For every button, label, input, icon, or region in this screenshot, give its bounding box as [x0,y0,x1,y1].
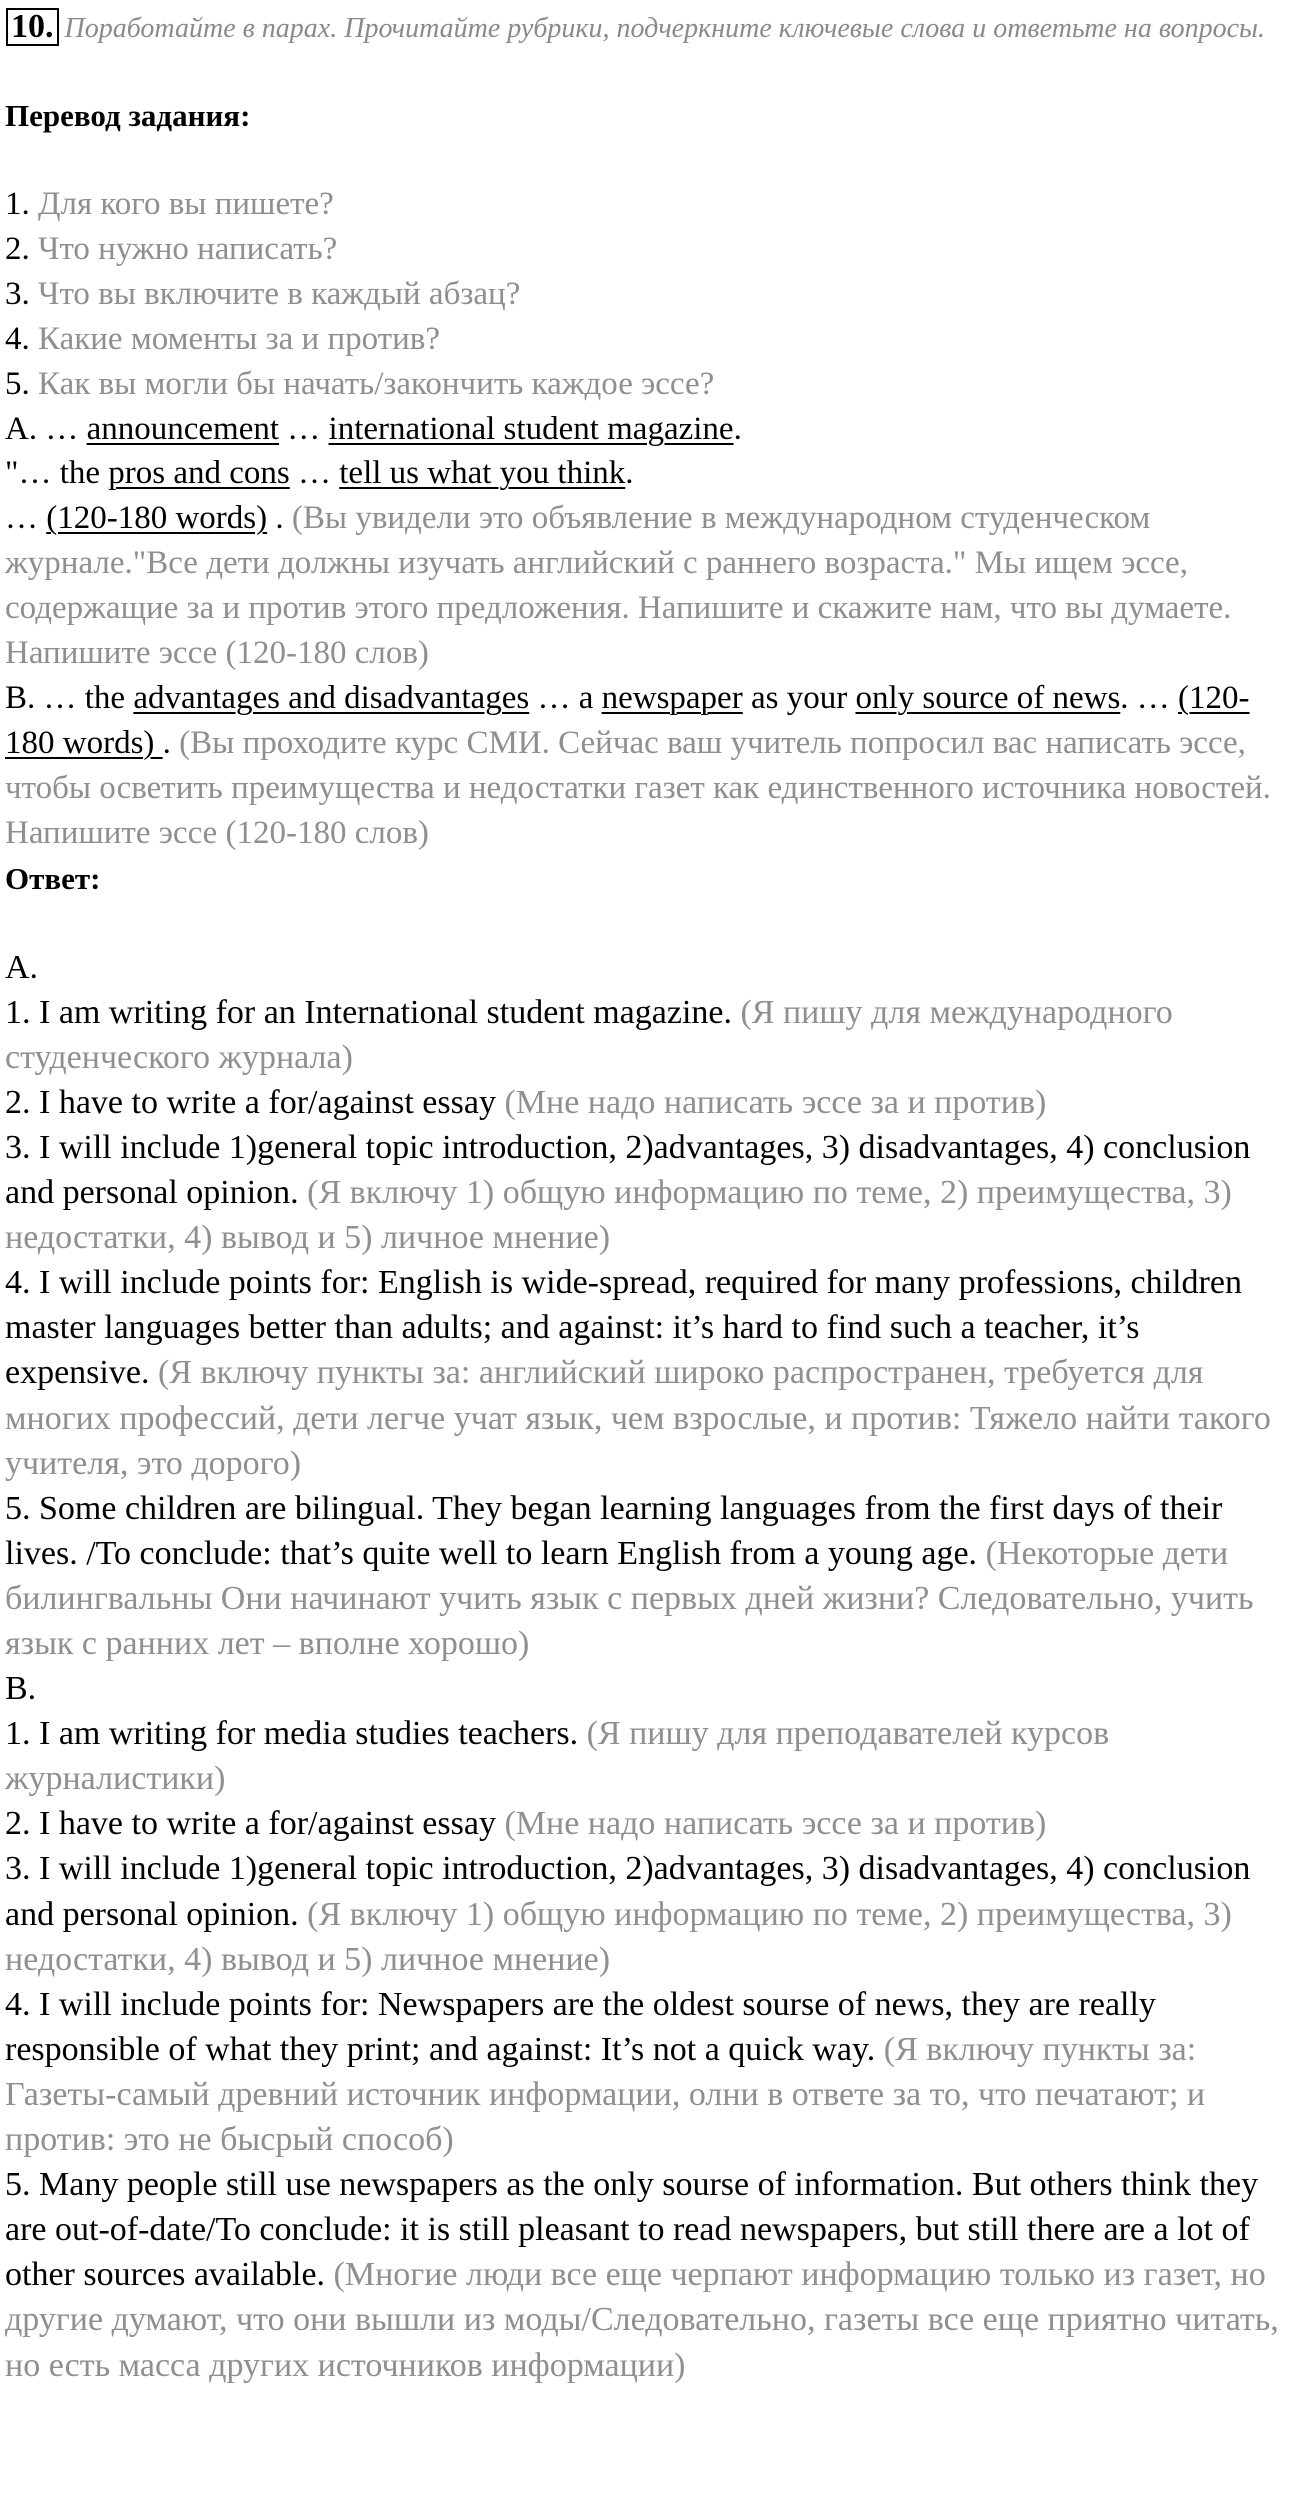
rubric-a [5,407,1291,676]
answer-item [5,2162,1291,2387]
answer-part-b [5,1666,1291,2388]
answer-english: 1. I am writing for media studies teachers. [5,1715,587,1753]
answer-item [5,1125,1291,1260]
answer-item [5,1801,1291,1846]
answer-item [5,990,1291,1080]
answer-heading: Ответ: [5,860,101,896]
answer-item [5,1846,1291,1981]
answer-russian: (Я включу 1) общую информацию по теме, 2) преимущества, 3) недостатки, 4) вывод и 5) личное мнение) [5,1895,1232,1978]
translation-heading: Перевод задания: [5,98,251,133]
answer-english: 2. I have to write a for/against essay [5,1083,505,1121]
answer-english: 1. I am writing for an International student magazine. [5,993,741,1031]
document-page [5,8,1291,2388]
spacer [5,138,1291,182]
keyword: (120-180 words) [46,500,268,537]
task-header [5,8,1291,47]
part-label: A. [5,948,39,986]
answer-english: 3. I will include 1)general topic introduction, 2)advantages, 3) disadvantages, 4) conclusion and personal opinion. [5,1850,1251,1933]
rubric-b-text: B. … the advantages and disadvantages … a newspaper as your only source of news. … (120-180 words) . (Вы проходите курс СМИ. Сейчас ваш учитель попросил вас написать эссе, чтобы осветить преимущества и недостатки газет как единственного источника новостей. [5,679,1271,806]
answer-russian: (Некоторые дети билингвальны Они начинают учить язык с первых дней жизни? Следовательно, учить язык с ранних лет – вполне хорошо) [5,1534,1254,1662]
keyword: (120-180 words) [5,679,1250,761]
answer-english: 4. I will include points for: English is wide-spread, required for many professions, children master languages better than adults; and against: it’s hard to find such a teacher, it’s expensive. [5,1264,1242,1392]
question-text: Какие моменты за и против? [38,320,440,357]
question-item: 3. Что вы включите в каждый абзац? [5,275,521,312]
keyword: advantages and disadvantages [133,679,530,716]
question-text: Для кого вы пишете? [38,186,334,222]
question-item: 1. Для кого вы пишете? [5,186,334,222]
answer-list-a [5,990,1291,1666]
answer-item [5,1080,1291,1125]
answer-russian: (Я пишу для международного студенческого журнала) [5,993,1173,1076]
rubric-a-line-3: … (120-180 words) . (Вы увидели это объявление в международном студенческом журнале."Все дети должны изучать английский с раннего возраста." Мы ищем эссе, содержащие за и против этого предложения. Напишите и скажите нам, что вы думаете. Напишите эссе (120-180 слов) [5,500,1232,672]
answer-english: 4. I will include points for: Newspapers are the oldest sourse of news, they are really responsible of what they print; and against: It’s not a quick way. [5,1985,1156,2068]
answer-part-a [5,945,1291,1667]
answer-english: 3. I will include 1)general topic introduction, 2)advantages, 3) disadvantages, 4) conclusion and personal opinion. [5,1128,1251,1212]
answer-english: 2. I have to write a for/against essay [5,1805,505,1843]
answer-list-b [5,1711,1291,2387]
rubric-a-translation: (Вы увидели это объявление в международном студенческом журнале."Все дети должны изучать английский с раннего возраста." Мы ищем эссе, содержащие за и против этого предложения. Напишите и скажите нам, что вы думаете. Напишите эссе (120-180 слов) [5,500,1232,672]
task-instruction: Поработайте в парах. Прочитайте рубрики, подчеркните ключевые слова и ответьте на вопросы. [64,13,1265,44]
rubric-a-line-1: A. … announcement … international student magazine. [5,410,742,447]
question-item: 4. Какие моменты за и против? [5,320,440,357]
rubric-b [5,676,1291,856]
question-text: Как вы могли бы начать/закончить каждое эссе? [38,365,715,402]
answer-english: 5. Some children are bilingual. They began learning languages from the first days of their lives. /To conclude: that’s quite well to learn English from a young age. [5,1489,1223,1572]
keyword: newspaper [601,679,743,716]
question-text: Что нужно написать? [38,230,338,267]
keyword: announcement [86,410,280,447]
answer-russian: (Многие люди все еще черпают информацию только из газет, но другие думают, что они вышли из моды/Следовательно, газеты все еще приятно читать, но есть масса других источников информации) [5,2256,1279,2384]
rubric-a-line-2: "… the pros and cons … tell us what you think. [5,455,634,492]
rubric-b-translation: (Вы проходите курс СМИ. Сейчас ваш учитель попросил вас написать эссе, чтобы осветить преимущества и недостатки газет как единственного источника новостей. [5,724,1271,806]
keyword: international student magazine [328,410,734,447]
task-number-box: 10. [6,8,59,46]
questions-list [5,182,1291,407]
keyword: pros and cons [108,455,290,492]
rubric-b-translation-end: Напишите эссе (120-180 слов) [5,814,429,851]
keyword: tell us what you think [339,455,626,492]
answer-item [5,1260,1291,1485]
answer-russian: (Мне надо написать эссе за и против) [504,1805,1047,1843]
answer-russian: (Я включу пункты за: английский широко распространен, требуется для многих профессий, дети легче учат язык, чем взрослые, и против: Тяжело найти такого учителя, это дорого) [5,1354,1271,1482]
spacer [5,901,1291,945]
part-label: B. [5,1670,37,1708]
answer-english: 5. Many people still use newspapers as the only sourse of information. But others think they are out-of-date/To conclude: it is still pleasant to read newspapers, but still there are a lot of other sources available. [5,2166,1259,2294]
answer-item [5,1486,1291,1666]
question-item: 2. Что нужно написать? [5,230,338,267]
answer-russian: (Мне надо написать эссе за и против) [504,1083,1047,1121]
question-item: 5. Как вы могли бы начать/закончить каждое эссе? [5,365,715,402]
answer-russian: (Я включу пункты за: Газеты-самый древний источник информации, олни в ответе за то, что печатают; и против: это не бысрый способ) [5,2030,1206,2159]
answer-item [5,1982,1291,2162]
answer-item [5,1711,1291,1801]
keyword: only source of news [855,679,1121,716]
answer-russian: (Я пишу для преподавателей курсов журналистики) [5,1715,1110,1798]
question-text: Что вы включите в каждый абзац? [38,275,521,312]
answer-russian: (Я включу 1) общую информацию по теме, 2) преимущества, 3) недостатки, 4) вывод и 5) личное мнение) [5,1174,1232,1257]
